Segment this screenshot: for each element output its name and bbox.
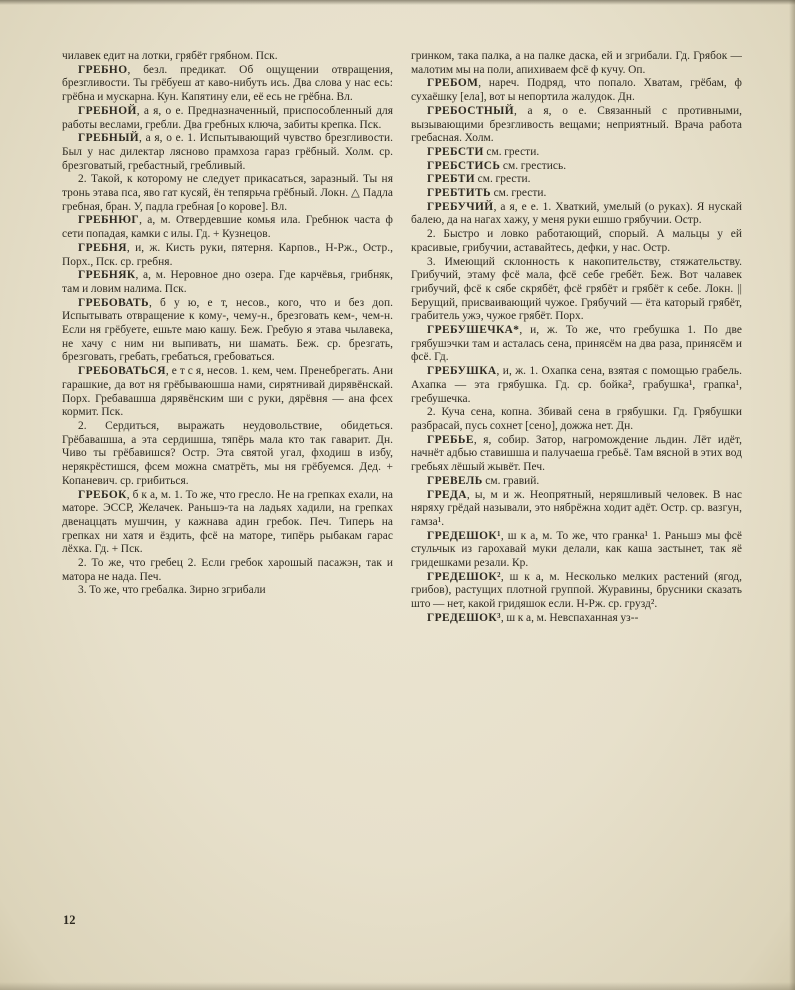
dictionary-entry: ГРЕДЕШОК², ш к а, м. Несколько мелких растений (ягод, грибов), растущих плотной группой. Журавины, брусники сказать што — нет, какой гридяшок если. Н-Рж. ср. грузд².	[411, 570, 742, 611]
entry-continuation: 2. Такой, к которому не следует прикасаться, заразный. Ты ня тронь этава пса, яво гат кусяй, ён тепярьча грёбный. Локн. △ Падла гребная, бран. У, падла гребная [о корове]. Вл.	[62, 173, 393, 213]
dictionary-entry: ГРЕБСТИСЬ см. грестись.	[427, 159, 567, 172]
headword: ГРЕБОСТНЫЙ	[427, 104, 514, 117]
dictionary-entry: ГРЕБНЯК, а, м. Неровное дно озера. Где карчёвья, грибняк, там и ловим налима. Пск.	[62, 269, 393, 295]
headword: ГРЕБНЯК	[78, 269, 136, 282]
page-number: 12	[63, 913, 76, 927]
headword: ГРЕБОВАТЬ	[78, 296, 149, 309]
dictionary-entry: ГРЕБОСТНЫЙ, а я, о е. Связанный с противными, вызывающими брезгливость вещами; неприятный. Врача работа гребасная. Холм.	[411, 104, 742, 145]
headword: ГРЕБСТИ	[427, 145, 484, 158]
headword: ГРЕБНЫЙ	[78, 132, 140, 145]
dictionary-entry: ГРЕДА, ы, м и ж. Неопрятный, неряшливый человек. В нас няряху грёдай называли, это нябрёжна ходит адёт. Остр. ср. вазгун, гамза¹.	[411, 488, 742, 528]
entry-continuation: 2. Сердиться, выражать неудовольствие, обидеться. Грёбавашша, а эта сердишша, тяпёрь мала кто так гаварит. Дн. Чиво ты грёбавишся? Остр. Эта святой угал, фходиш в избу, нерякрёстишся, фсем можна сматрёть, мы ня грёбуемся. Дед. + Копаневич. ср. грибиться.	[62, 419, 393, 487]
dictionary-entry: ГРЕБНЮГ, а, м. Отвердевшие комья ила. Гребнюк часта ф сети попадая, камки с илы. Гд. + Кузнецов.	[62, 214, 393, 241]
headword: ГРЕБУЧИЙ	[427, 200, 494, 213]
headword: ГРЕБОВАТЬСЯ	[78, 365, 166, 378]
page-edge-shadow-bottom	[0, 982, 795, 990]
headword: ГРЕВЕЛЬ	[427, 474, 483, 487]
right-column	[411, 50, 742, 626]
headword: ГРЕДА	[427, 488, 467, 501]
dictionary-entry: ГРЕБНО, безл. предикат. Об ощущении отвращения, брезгливости. Ты грёбуеш ат каво-нибуть ись. Два слова у нас есь: грёбна и мускарна. Кун. Капятину ели, её есь не грёбна. Вл.	[62, 63, 393, 104]
dictionary-entry: ГРЕБТИТЬ см. грести.	[427, 187, 547, 200]
headword: ГРЕДЕШОК²	[427, 570, 501, 583]
entry-continuation: 2. Куча сена, копна. Збивай сена в грябушки. Гд. Грябушки разбрасай, пусь сохнет [сено], дожжа нет. Дн.	[411, 406, 742, 432]
entry-continuation: 3. То же, что гребалка. Зирно згрибали	[78, 584, 266, 597]
dictionary-entry: ГРЕБУЧИЙ, а я, е е. 1. Хваткий, умелый (о руках). Я нускай балею, да на нагах хажу, у меня руки ешшо грябучии. Остр.	[411, 200, 742, 227]
page-edge-shadow-right	[789, 0, 795, 990]
dictionary-entry: ГРЕБЬЕ, я, собир. Затор, нагромождение льдин. Лёт идёт, начнёт адбью ставишша и палучаеша гребьё. Там вясной в этих вод гребьях лёшый жывёт. Печ.	[411, 433, 742, 474]
headword: ГРЕБНЮГ	[78, 214, 140, 227]
headword: ГРЕБНО	[78, 63, 128, 76]
entry-continuation: 2. То же, что гребец 2. Если гребок харошый пасажэн, так и матора не нада. Печ.	[62, 557, 393, 583]
dictionary-entry: ГРЕДЕШОК³, ш к а, м. Невспаханная уз--	[427, 611, 639, 624]
headword: ГРЕБНЯ	[78, 241, 127, 254]
entry-continuation: гринком, така палка, а на палке даска, ей и згрибали. Гд. Грябок — малотим мы на поли, апихиваем фсё ф кучу. Оп.	[411, 50, 742, 76]
headword: ГРЕБТИ	[427, 173, 476, 186]
headword: ГРЕБЬЕ	[427, 433, 474, 446]
headword: ГРЕБНОЙ	[78, 104, 137, 117]
left-column	[62, 50, 393, 626]
headword: ГРЕБУШКА	[427, 365, 497, 378]
entry-continuation: 3. Имеющий склонность к накопительству, стяжательству. Грибучий, этаму фсё мала, фсё себе гребёт. Беж. Вот чалавек грибучий, фсё к сябе скрябёт, фсё грябёт и грябёт к себе. Локн. || Берущий, присваивающий чужое. Грябучий — ёта каторый грябёт, грабитель ужэ, чужое грябёт. Порх.	[411, 255, 742, 323]
dictionary-entry: ГРЕБНЯ, и, ж. Кисть руки, пятерня. Карпов., Н-Рж., Остр., Порх., Пск. ср. гребня.	[62, 241, 393, 268]
page-edge-shadow-top	[0, 0, 795, 5]
dictionary-entry: ГРЕБОВАТЬСЯ, е т с я, несов. 1. кем, чем. Пренебрегать. Ани гарашкие, да вот ня грёбываюшша нами, сирятнивай дирявёнскай. Порх. Гребавашша дярявёнским ши с руки, дярёвня — ана фсех кормит. Пск.	[62, 365, 393, 419]
headword: ГРЕБОМ	[427, 77, 479, 90]
dictionary-entry: ГРЕБНЫЙ, а я, о е. 1. Испытывающий чувство брезгливости. Был у нас дилектар лясново прамхоза гараз грёбный. Холм. ср. брезговатый, гребастный, гребливый.	[62, 132, 393, 172]
dictionary-entry: ГРЕВЕЛЬ см. гравий.	[427, 474, 540, 487]
dictionary-entry: ГРЕБОК, б к а, м. 1. То же, что гресло. Не на грепках ехали, на маторе. ЭССР, Желачек. Раньшэ-та на ладьях хадили, на грепках двенаццать мушчин, у кажнава адин гребок. Печ. Типерь на грепках ни хатя и ёздить, фсё на маторе, типёрь рыбакам гарас лёхка. Гд. + Пск.	[62, 488, 393, 556]
entry-continuation: 2. Быстро и ловко работающий, спорый. А мальцы у ей красивые, грибучии, аставайтесь, дефки, у нас. Остр.	[411, 228, 742, 254]
dictionary-entry: ГРЕБНОЙ, а я, о е. Предназначенный, приспособленный для работы веслами, гребли. Два гребных ключа, забиты крепка. Пск.	[62, 104, 393, 131]
entry-continuation: чилавек едит на лотки, грябёт грябном. Пск.	[62, 50, 278, 62]
headword: ГРЕБОК	[78, 488, 127, 501]
dictionary-entry: ГРЕБСТИ см. грести.	[427, 145, 540, 158]
dictionary-entry: ГРЕДЕШОК¹, ш к а, м. То же, что гранка¹ 1. Раньшэ мы фсё стульчык из гарохавай муки делали, как каша застынет, так яё гридешками резали. Кр.	[411, 529, 742, 570]
dictionary-entry: ГРЕБУШЕЧКА*, и, ж. То же, что гребушка 1. По две грябушэчки там и асталась сена, принясём на два раза, принясём и фсё. Гд.	[411, 324, 742, 364]
headword: ГРЕДЕШОК¹	[427, 529, 501, 542]
dictionary-entry: ГРЕБОВАТЬ, б у ю, е т, несов., кого, что и без доп. Испытывать отвращение к кому-, чему-н., брезговать кем-, чем-н. Если ня грёбуете, ешьте маю кашу. Беж. Гребую я этава чылавека, не хачу с ним ни выпивать, ни шамать. Беж. ср. брезгать, брезговать, гребать, гребаться, гребоваться.	[62, 296, 393, 364]
dictionary-entry: ГРЕБТИ см. грести.	[427, 173, 531, 186]
headword: ГРЕБТИТЬ	[427, 187, 491, 200]
dictionary-entry: ГРЕБОМ, нареч. Подряд, что попало. Хватам, грёбам, ф сухаёшку [ела], вот ы непортила жалудок. Дн.	[411, 77, 742, 104]
headword: ГРЕБУШЕЧКА*	[427, 324, 520, 337]
headword: ГРЕДЕШОК³	[427, 611, 501, 624]
dictionary-entry: ГРЕБУШКА, и, ж. 1. Охапка сена, взятая с помощью грабель. Ахапка — эта грябушка. Гд. ср. бойка², грабушка¹, грапка¹, гребушечка.	[411, 365, 742, 405]
text-block	[62, 50, 742, 626]
headword: ГРЕБСТИСЬ	[427, 159, 501, 172]
